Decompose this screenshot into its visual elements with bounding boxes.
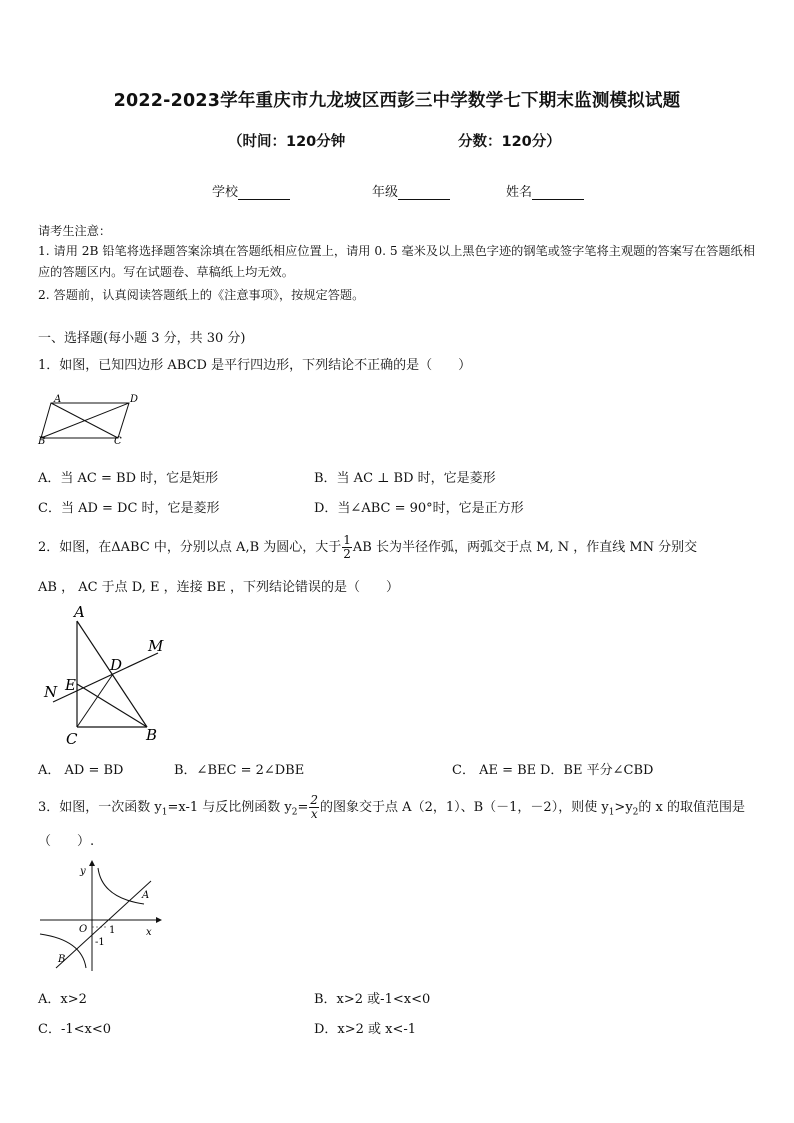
q2-stem-b: AB 长为半径作弧，两弧交于点 M, N ，作直线 MN 分别交	[352, 540, 698, 555]
q2-triangle-figure	[40, 605, 180, 750]
notice-item-2: 2. 答题前，认真阅读答题纸上的《注意事项》，按规定答题。	[38, 288, 365, 302]
q3-function-graph	[36, 856, 166, 976]
grade-blank	[398, 185, 450, 200]
q3-sub-1: 1	[161, 807, 168, 818]
q2-frac-num: 1	[343, 533, 351, 547]
label-neg-one: -1	[95, 937, 105, 948]
q3-stem-b: =x-1 与反比例函数 y	[167, 800, 292, 815]
q3-fraction	[309, 794, 319, 821]
label-d: D	[110, 656, 123, 674]
q3-frac-den: x	[310, 807, 318, 821]
q2-option-b: B．∠BEC = 2∠DBE	[174, 763, 305, 778]
page-title: 2022-2023学年重庆市九龙坡区西彭三中学数学七下期末监测模拟试题	[113, 91, 681, 111]
label-y: y	[80, 866, 86, 877]
hyperbola-branch-1	[98, 868, 144, 904]
label-o: O	[79, 924, 88, 935]
q3-option-d: D．x>2 或 x<-1	[314, 1022, 417, 1037]
linear-function-line	[56, 881, 151, 968]
q1-option-c: C．当 AD = DC 时，它是菱形	[38, 501, 220, 516]
x-axis-arrow	[156, 917, 162, 923]
grade-field	[372, 181, 450, 200]
school-label: 学校	[212, 185, 239, 200]
q3-stem-d: 的图象交于点 A（2，1）、B（－1，－2），则使 y	[320, 800, 609, 815]
section-heading: 一、选择题(每小题 3 分，共 30 分)	[38, 331, 246, 346]
q2-option-c: C． AE = BE	[452, 763, 537, 778]
q1-parallelogram-figure	[36, 388, 146, 448]
q2-option-a: A． AD = BD	[38, 763, 124, 778]
label-b: B	[58, 954, 66, 965]
q1-option-a: A．当 AC = BD 时，它是矩形	[38, 471, 219, 486]
q1-option-d: D．当∠ABC = 90°时，它是正方形	[314, 501, 524, 516]
notice-item-1: 1. 请用 2B 铅笔将选择题答案涂填在答题纸相应位置上，请用 0. 5 毫米及以上黑色字迹的钢笔或签字笔将主观题的答案写在答题纸相应的答题区内。写在试题卷、草稿纸上均无效。	[38, 244, 755, 279]
name-label: 姓名	[506, 185, 533, 200]
label-a: A	[142, 890, 150, 901]
q3-stem-e: >y	[614, 800, 633, 815]
q2-stem-a: 2．如图，在ΔABC 中，分别以点 A,B 为圆心，大于	[38, 540, 342, 555]
label-x: x	[146, 927, 152, 938]
q3-sub-3: 1	[608, 807, 615, 818]
label-c: C	[114, 436, 122, 447]
q3-stem-f: 的 x 的取值范围是	[638, 800, 746, 815]
q3-frac-num: 2	[310, 793, 319, 807]
diagonal-bd	[41, 403, 129, 438]
q2-stem-line1	[38, 534, 697, 561]
grade-label: 年级	[372, 185, 399, 200]
label-a: A	[54, 394, 62, 405]
notice-heading: 请考生注意：	[38, 224, 112, 238]
q1-option-b: B．当 AC ⊥ BD 时，它是菱形	[314, 471, 496, 486]
q3-stem-line1	[38, 794, 745, 821]
label-c: C	[66, 730, 78, 748]
label-one: 1	[109, 925, 116, 936]
y-axis-arrow	[89, 860, 95, 866]
label-b: B	[38, 436, 46, 447]
label-d: D	[130, 394, 139, 405]
label-b: B	[146, 726, 158, 744]
label-a: A	[74, 605, 85, 621]
q3-option-c: C．-1<x<0	[38, 1022, 111, 1037]
q2-option-d: D．BE 平分∠CBD	[540, 763, 654, 778]
q3-stem-c: =	[297, 800, 309, 815]
q3-paren: （ ）.	[38, 834, 95, 849]
exam-time: （时间：120分钟	[228, 134, 346, 150]
q3-sub-4: 2	[632, 807, 639, 818]
label-e: E	[65, 676, 76, 694]
label-n: N	[44, 683, 58, 701]
segment-be	[77, 684, 147, 727]
school-field	[212, 181, 290, 200]
label-m: M	[148, 637, 164, 655]
q1-stem: 1．如图，已知四边形 ABCD 是平行四边形，下列结论不正确的是（ ）	[38, 358, 472, 373]
q3-stem-a: 3．如图，一次函数 y	[38, 800, 162, 815]
school-blank	[238, 185, 290, 200]
q3-option-b: B．x>2 或-1<x<0	[314, 992, 431, 1007]
q2-stem-c: AB ， AC 于点 D, E ，连接 BE ，下列结论错误的是（ ）	[38, 580, 399, 595]
name-blank	[532, 185, 584, 200]
q3-sub-2: 2	[291, 807, 298, 818]
q3-option-a: A．x>2	[38, 992, 87, 1007]
q2-fraction	[342, 534, 352, 561]
name-field	[506, 181, 584, 200]
exam-score: 分数：120分）	[458, 134, 561, 150]
q2-frac-den: 2	[343, 547, 351, 561]
